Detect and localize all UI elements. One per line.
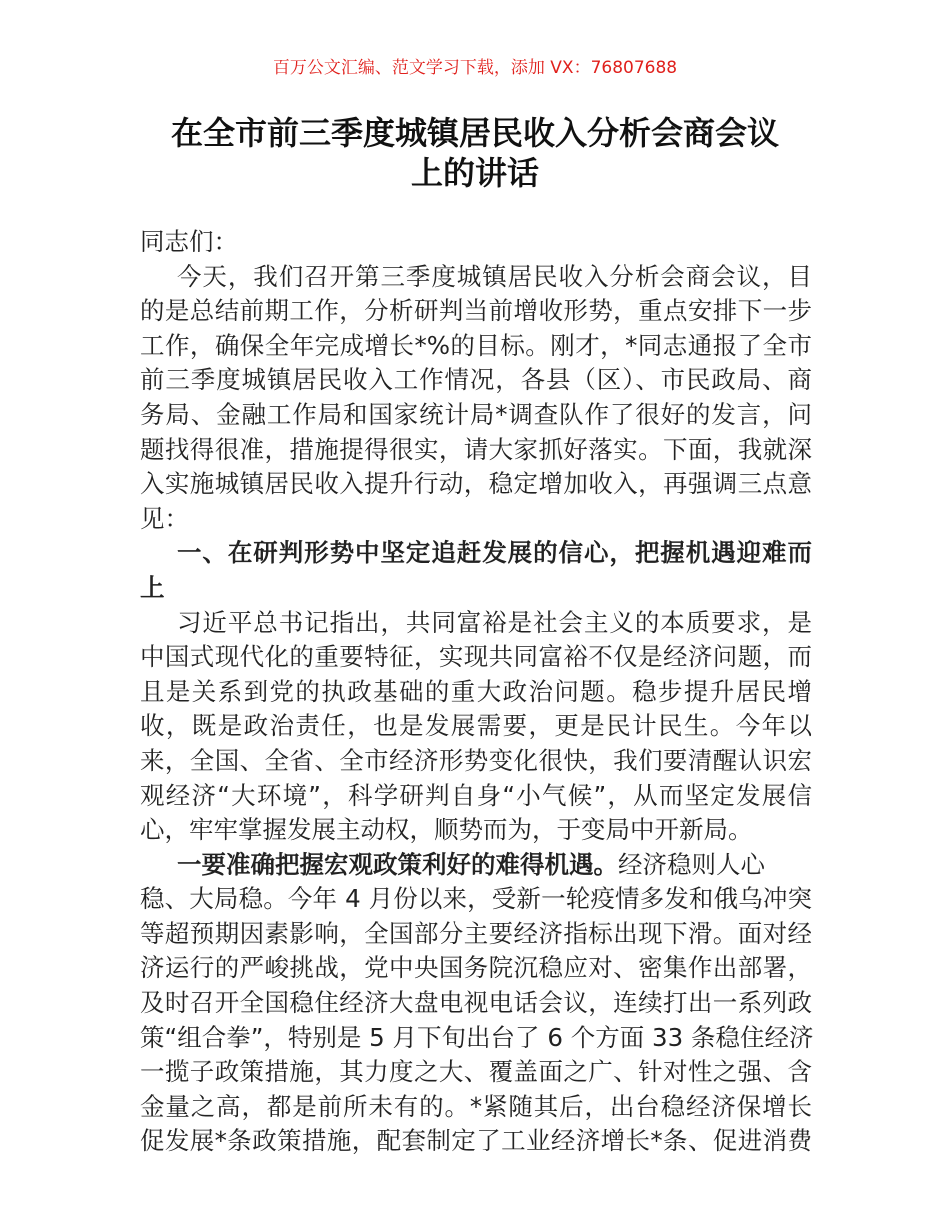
- text-line: 习近平总书记指出，共同富裕是社会主义的本质要求，是: [177, 607, 812, 637]
- title-line-2: 上的讲话: [410, 154, 539, 192]
- text-line: 一揽子政策措施，其力度之大、覆盖面之广、针对性之强、含: [140, 1057, 812, 1087]
- paragraph-1: [140, 260, 812, 537]
- bold-lead: 一要准确把握宏观政策利好的难得机遇。: [177, 849, 618, 879]
- paragraph-2: [140, 606, 812, 848]
- salutation: 同志们：: [140, 227, 238, 256]
- text-line: [140, 848, 812, 883]
- text-line: 稳、大局稳。今年 4 月份以来，受新一轮疫情多发和俄乌冲突: [140, 884, 812, 914]
- text-line: 且是关系到党的执政基础的重大政治问题。稳步提升居民增: [140, 676, 812, 706]
- text-line: 题找得很准，措施提得很实，请大家抓好落实。下面，我就深: [140, 434, 812, 464]
- section-heading-1: [140, 536, 812, 605]
- text-line: 入实施城镇居民收入提升行动，稳定增加收入，再强调三点意: [140, 469, 812, 499]
- document-title: [100, 113, 850, 193]
- text-line: 心，牢牢掌握发展主动权，顺势而为，于变局中开新局。: [140, 815, 753, 845]
- paragraph-3: [140, 848, 812, 1159]
- heading-line: 上: [140, 572, 165, 602]
- text-line: 观经济“大环境”，科学研判自身“小气候”，从而坚定发展信: [140, 780, 812, 810]
- text-line: 来，全国、全省、全市经济形势变化很快，我们要清醒认识宏: [140, 745, 812, 775]
- document-body: [140, 225, 812, 1159]
- text-line: 的是总结前期工作，分析研判当前增收形势，重点安排下一步: [140, 296, 812, 326]
- text-line: 务局、金融工作局和国家统计局*调查队作了很好的发言，问: [140, 399, 812, 429]
- heading-line: 一、在研判形势中坚定追赶发展的信心，把握机遇迎难而: [177, 538, 812, 568]
- text-line: 金量之高，都是前所未有的。*紧随其后，出台稳经济保增长: [140, 1091, 812, 1121]
- text-line: 促发展*条政策措施，配套制定了工业经济增长*条、促进消费: [140, 1126, 812, 1156]
- text-line: 等超预期因素影响，全国部分主要经济指标出现下滑。面对经: [140, 918, 812, 948]
- download-banner: 百万公文汇编、范文学习下载，添加 VX：76807688: [272, 58, 678, 78]
- text-line: 今天，我们召开第三季度城镇居民收入分析会商会议，目: [177, 261, 812, 291]
- text-line: 前三季度城镇居民收入工作情况，各县（区）、市民政局、商: [140, 365, 812, 395]
- title-line-1: 在全市前三季度城镇居民收入分析会商会议: [170, 114, 779, 152]
- text-line: 策“组合拳”，特别是 5 月下旬出台了 6 个方面 33 条稳住经济: [140, 1022, 814, 1052]
- text-line: 济运行的严峻挑战，党中央国务院沉稳应对、密集作出部署，: [140, 953, 812, 983]
- text-line: 见：: [140, 503, 189, 533]
- text-line: 中国式现代化的重要特征，实现共同富裕不仅是经济问题，而: [140, 642, 812, 672]
- lead-rest: 经济稳则人心: [618, 849, 765, 879]
- text-line: 收，既是政治责任，也是发展需要，更是民计民生。今年以: [140, 711, 812, 741]
- text-line: 工作，确保全年完成增长*%的目标。刚才，*同志通报了全市: [140, 330, 812, 360]
- text-line: 及时召开全国稳住经济大盘电视电话会议，连续打出一系列政: [140, 988, 812, 1018]
